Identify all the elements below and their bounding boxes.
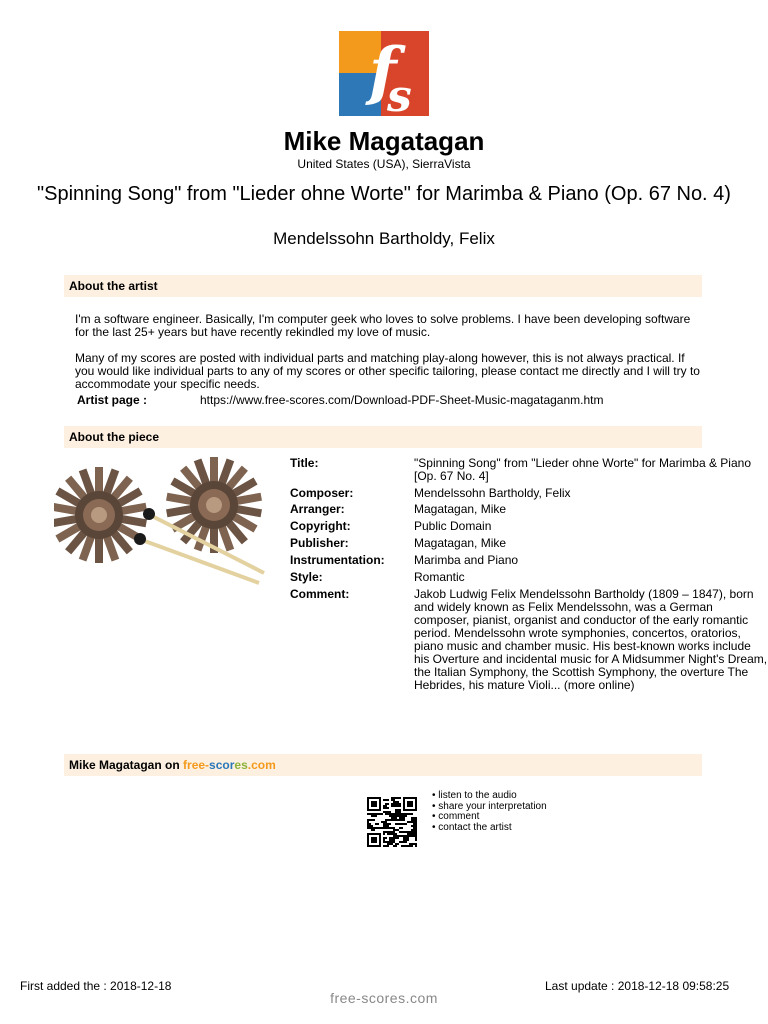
marimba-mallets-image bbox=[54, 455, 269, 585]
piece-field-value: "Spinning Song" from "Lieder ohne Worte" for Marimba & Piano [Op. 67 No. 4] bbox=[414, 456, 751, 483]
piece-field-label: Composer: bbox=[290, 486, 354, 500]
piece-field-label: Copyright: bbox=[290, 519, 351, 533]
piece-field-value: Jakob Ludwig Felix Mendelssohn Bartholdy (1809 – 1847), born and widely known as Felix Mendelssohn, was a German composer, pianist, organist and conductor of the early romantic period. Mendelssohn wrote symphonies, concertos, oratorios, piano music and chamber music. His best-known works include his Overture and incidental music for A Midsummer Night's Dream, the Italian Symphony, the Scottish Symphony, the overture The Hebrides, his mature Violi... (more online) bbox=[414, 587, 768, 692]
piece-field-value: Magatagan, Mike bbox=[414, 536, 507, 550]
feature-item: • contact the artist bbox=[432, 821, 512, 833]
piece-field-value: Marimba and Piano bbox=[414, 553, 519, 567]
piece-field-label: Instrumentation: bbox=[290, 553, 385, 567]
artist-page-link[interactable]: https://www.free-scores.com/Download-PDF-Sheet-Music-magataganm.htm bbox=[200, 393, 604, 407]
piece-field-label: Style: bbox=[290, 570, 323, 584]
about-artist-paragraph: Many of my scores are posted with individual parts and matching play-along however, this is not always practical. If you would like individual parts to any of my scores or other specific tailoring, please contact me directly and I will try to accommodate your specific needs. bbox=[75, 351, 700, 391]
footer-site-logo: free-scores.com bbox=[330, 990, 438, 1006]
about-artist-paragraph: I'm a software engineer. Basically, I'm computer geek who loves to solve problems. I have been developing software for the last 25+ years but have recently rekindled my love of music. bbox=[75, 312, 691, 339]
site-name-part[interactable]: scor bbox=[209, 758, 235, 772]
about-artist-text bbox=[75, 313, 700, 404]
piece-field-label: Comment: bbox=[290, 587, 350, 601]
site-name-part[interactable]: .com bbox=[247, 758, 276, 772]
piece-field-value: Romantic bbox=[414, 570, 465, 584]
site-name-part[interactable]: es bbox=[234, 758, 248, 772]
site-features-list bbox=[432, 791, 547, 833]
piece-field-value: Public Domain bbox=[414, 519, 492, 533]
on-site-prefix: Mike Magatagan on bbox=[69, 758, 184, 772]
feature-item: • listen to the audio bbox=[432, 790, 517, 801]
svg-text:f: f bbox=[369, 34, 397, 109]
artist-page-label: Artist page : bbox=[77, 393, 148, 407]
free-scores-logo bbox=[339, 31, 429, 116]
qr-code[interactable] bbox=[367, 797, 417, 847]
about-artist-heading: About the artist bbox=[64, 275, 702, 297]
artist-name: Mike Magatagan bbox=[283, 126, 485, 156]
site-name-part[interactable]: free- bbox=[183, 758, 210, 772]
feature-item: • share your interpretation bbox=[432, 800, 547, 812]
on-site-heading bbox=[64, 754, 702, 776]
about-piece-heading: About the piece bbox=[64, 426, 702, 448]
piece-field-label: Title: bbox=[290, 456, 319, 470]
first-added-date: First added the : 2018-12-18 bbox=[20, 979, 172, 993]
piece-field-value: Mendelssohn Bartholdy, Felix bbox=[414, 486, 571, 500]
feature-item: • comment bbox=[432, 811, 480, 822]
piece-field-value: Magatagan, Mike bbox=[414, 502, 507, 516]
piece-title: "Spinning Song" from "Lieder ohne Worte" for Marimba & Piano (Op. 67 No. 4) bbox=[37, 183, 731, 205]
artist-location: United States (USA), SierraVista bbox=[297, 157, 471, 171]
piece-field-label: Publisher: bbox=[290, 536, 349, 550]
svg-text:s: s bbox=[387, 71, 412, 116]
last-update-date: Last update : 2018-12-18 09:58:25 bbox=[545, 979, 730, 993]
piece-composer: Mendelssohn Bartholdy, Felix bbox=[273, 229, 495, 248]
piece-field-label: Arranger: bbox=[290, 502, 345, 516]
